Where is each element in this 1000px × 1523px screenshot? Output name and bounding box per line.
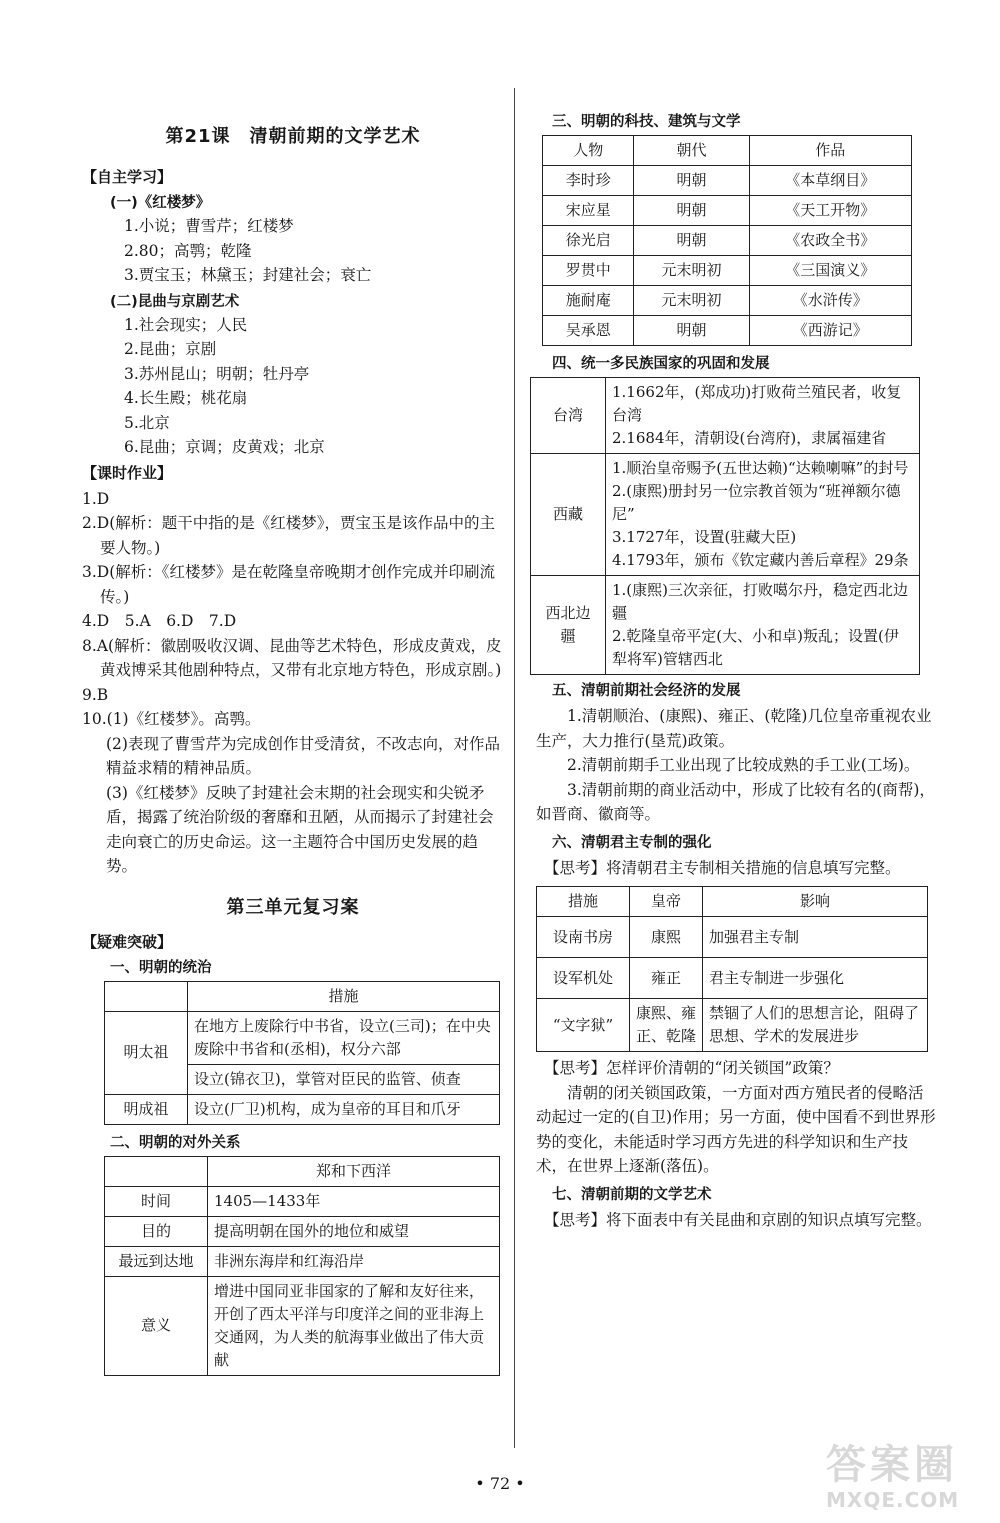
- cell-line: 1.顺治皇帝赐予(五世达赖)“达赖喇嘛”的封号: [612, 459, 909, 477]
- unification-table: [530, 377, 920, 675]
- table-cell: 明太祖: [105, 1011, 188, 1094]
- paragraph: 2.清朝前期手工业出现了比较成熟的手工业(工场)。: [567, 756, 920, 774]
- table-cell: 西藏: [531, 454, 606, 576]
- table-cell: 设南书房: [537, 917, 630, 958]
- table-cell: 意义: [105, 1276, 208, 1375]
- answer-item: 2.D(解析：题干中指的是《红楼梦》，贾宝玉是该作品中的主要人物。): [82, 514, 496, 557]
- table-cell: 元末明初: [634, 256, 749, 286]
- table-cell: 明成祖: [105, 1094, 188, 1124]
- table-cell: 明朝: [634, 226, 749, 256]
- table-cell: 《西游记》: [749, 316, 911, 346]
- lesson-title: 第21课 清朝前期的文学艺术: [165, 126, 421, 147]
- table-cell: 施耐庵: [543, 286, 634, 316]
- table-cell: 西北边疆: [531, 576, 606, 675]
- cell-line: 1.(康熙)三次亲征，打败噶尔丹，稳定西北边疆: [612, 581, 909, 622]
- list-item: 5.北京: [124, 413, 170, 432]
- table-cell: 禁锢了人们的思想言论，阻碍了思想、学术的发展进步: [703, 999, 928, 1052]
- table-cell: 台湾: [531, 378, 606, 454]
- table-cell: 明朝: [634, 166, 749, 196]
- table-cell: 目的: [105, 1216, 208, 1246]
- cell-line: 4.1793年，颁布《钦定藏内善后章程》29条: [612, 551, 909, 569]
- sec1-title: 一、明朝的统治: [110, 959, 212, 976]
- think-prompt: 【思考】将下面表中有关昆曲和京剧的知识点填写完整。: [544, 1210, 932, 1229]
- list-item: 1.社会现实；人民: [124, 315, 248, 334]
- answer-subpart: (3)《红楼梦》反映了封建社会末期的社会现实和尖锐矛盾，揭露了统治阶级的奢靡和丑陋，从而揭示了封建社会走向衰亡的历史命运。这一主题符合中国历史发展的趋势。: [106, 783, 494, 875]
- table-cell: 明朝: [634, 196, 749, 226]
- table-cell: 在地方上废除行中书省，设立(三司)；在中央废除中书省和(丞相)，权分六部: [188, 1011, 500, 1064]
- table-cell: [606, 378, 920, 454]
- answer-item: 1.D: [82, 489, 110, 508]
- list-item: 2.昆曲；京剧: [124, 340, 217, 358]
- paragraph: 3.清朝前期的商业活动中，形成了比较有名的(商帮)，如晋商、徽商等。: [536, 780, 935, 823]
- sec2-title: 二、明朝的对外关系: [110, 1134, 241, 1151]
- right-column: [536, 106, 936, 1232]
- think-prompt: 【思考】怎样评价清朝的“闭关锁国”政策？: [544, 1059, 839, 1077]
- table-cell: 徐光启: [543, 226, 634, 256]
- table-header: 人物: [543, 136, 634, 166]
- paragraph: 清朝的闭关锁国政策，一方面对西方殖民者的侵略活动起过一定的(自卫)作用；另一方面，使中国看不到世界形势的变化，未能适时学习西方先进的科学知识和生产技术，在世界上逐渐(落伍)。: [536, 1083, 936, 1175]
- column-divider: [514, 88, 515, 1448]
- list-item: 3.苏州昆山；明朝；牡丹亭: [124, 364, 310, 383]
- cell-line: 1.1662年，(郑成功)打败荷兰殖民者，收复台湾: [612, 383, 902, 424]
- table-header: 影响: [703, 887, 928, 917]
- table-cell: [606, 454, 920, 576]
- table-cell: 康熙: [630, 917, 703, 958]
- answer-subpart: (2)表现了曹雪芹为完成创作甘受清贫，不改志向，对作品精益求精的精神品质。: [106, 734, 500, 777]
- table-header: 朝代: [634, 136, 749, 166]
- page-number: • 72 •: [475, 1474, 525, 1493]
- list-item: 3.贾宝玉；林黛玉；封建社会；衰亡: [124, 266, 372, 284]
- table-cell: [606, 576, 920, 675]
- review-title: 第三单元复习案: [226, 896, 360, 918]
- table-cell: 时间: [105, 1186, 208, 1216]
- table-cell: 1405—1433年: [208, 1186, 500, 1216]
- table-cell: 非洲东海岸和红海沿岸: [208, 1246, 500, 1276]
- table-cell: 《农政全书》: [749, 226, 911, 256]
- cell-line: 2.1684年，清朝设(台湾府)，隶属福建省: [612, 429, 887, 447]
- watermark-url: MXQE.COM: [826, 1488, 960, 1512]
- difficulty-tag: 【疑难突破】: [82, 932, 173, 951]
- watermark-logo: [826, 1442, 996, 1520]
- part1-list: [82, 214, 504, 288]
- watermark-text: 答案圈: [826, 1442, 958, 1488]
- answer-item: 8.A(解析：徽剧吸收汉调、昆曲等艺术特色，形成皮黄戏，皮黄戏博采其他剧种特点，又带有北京地方特色，形成京剧。): [82, 636, 502, 679]
- answer-item: 4.D 5.A 6.D 7.D: [82, 612, 237, 630]
- table-cell: 提高明朝在国外的地位和威望: [208, 1216, 500, 1246]
- table-cell: 罗贯中: [543, 256, 634, 286]
- table-cell: 君主专制进一步强化: [703, 958, 928, 999]
- self-study-tag: 【自主学习】: [82, 168, 173, 186]
- table-cell: “文字狱”: [537, 999, 630, 1052]
- list-item: 2.80；高鹗；乾隆: [124, 241, 252, 260]
- table-header: 措施: [537, 887, 630, 917]
- autocracy-table: [536, 886, 928, 1052]
- part1-title: (一)《红楼梦》: [110, 195, 211, 211]
- ming-rule-table: [104, 981, 500, 1125]
- table-cell: 《三国演义》: [749, 256, 911, 286]
- cell-line: 2.(康熙)册封另一位宗教首领为“班禅额尔德尼”: [612, 482, 901, 523]
- cell-line: 3.1727年，设置(驻藏大臣): [612, 528, 797, 546]
- table-header: 皇帝: [630, 887, 703, 917]
- homework-list: [82, 487, 504, 879]
- zhenghe-table: [104, 1156, 500, 1376]
- answer-item: 3.D(解析：《红楼梦》是在乾隆皇帝晚期才创作完成并印刷流传。): [82, 563, 496, 606]
- table-cell: 雍正: [630, 958, 703, 999]
- list-item: 4.长生殿；桃花扇: [124, 389, 248, 407]
- table-cell: 最远到达地: [105, 1246, 208, 1276]
- table-cell: 吴承恩: [543, 316, 634, 346]
- paragraph: 1.清朝顺治、(康熙)、雍正、(乾隆)几位皇帝重视农业生产，大力推行(垦荒)政策。: [536, 707, 932, 750]
- sec5-title: 五、清朝前期社会经济的发展: [552, 683, 741, 699]
- sec6-title: 六、清朝君主专制的强化: [552, 834, 712, 851]
- table-cell: 设军机处: [537, 958, 630, 999]
- table-cell: 元末明初: [634, 286, 749, 316]
- list-item: 1.小说；曹雪芹；红楼梦: [124, 217, 294, 235]
- table-cell: 康熙、雍正、乾隆: [630, 999, 703, 1052]
- table-cell: 宋应星: [543, 196, 634, 226]
- table-cell: 《本草纲目》: [749, 166, 911, 196]
- table-cell: 《水浒传》: [749, 286, 911, 316]
- table-header: 作品: [749, 136, 911, 166]
- table-cell: 增进中国同亚非国家的了解和友好往来，开创了西太平洋与印度洋之间的亚非海上交通网，为人类的航海事业做出了伟大贡献: [208, 1276, 500, 1375]
- table-header: 郑和下西洋: [208, 1156, 500, 1186]
- table-header: 措施: [188, 981, 500, 1011]
- table-cell: 李时珍: [543, 166, 634, 196]
- left-column: [82, 110, 504, 1376]
- think-prompt: 【思考】将清朝君主专制相关措施的信息填写完整。: [544, 858, 901, 877]
- table-cell: 加强君主专制: [703, 917, 928, 958]
- sec7-title: 七、清朝前期的文学艺术: [552, 1186, 712, 1203]
- homework-tag: 【课时作业】: [82, 463, 173, 482]
- list-item: 6.昆曲；京调；皮黄戏；北京: [124, 438, 325, 456]
- ming-science-table: [542, 135, 912, 346]
- part2-list: [82, 313, 504, 460]
- table-cell: 明朝: [634, 316, 749, 346]
- answer-item: 10.(1)《红楼梦》。高鹗。: [82, 710, 261, 728]
- sec4-title: 四、统一多民族国家的巩固和发展: [552, 356, 770, 372]
- answer-item: 9.B: [82, 685, 109, 704]
- part2-title: (二)昆曲与京剧艺术: [110, 293, 240, 310]
- table-cell: 设立(锦衣卫)，掌管对臣民的监管、侦查: [188, 1064, 500, 1094]
- cell-line: 2.乾隆皇帝平定(大、小和卓)叛乱；设置(伊犁将军)管辖西北: [612, 627, 899, 668]
- table-cell: 《天工开物》: [749, 196, 911, 226]
- sec3-title: 三、明朝的科技、建筑与文学: [552, 114, 741, 130]
- table-cell: 设立(厂卫)机构，成为皇帝的耳目和爪牙: [188, 1094, 500, 1124]
